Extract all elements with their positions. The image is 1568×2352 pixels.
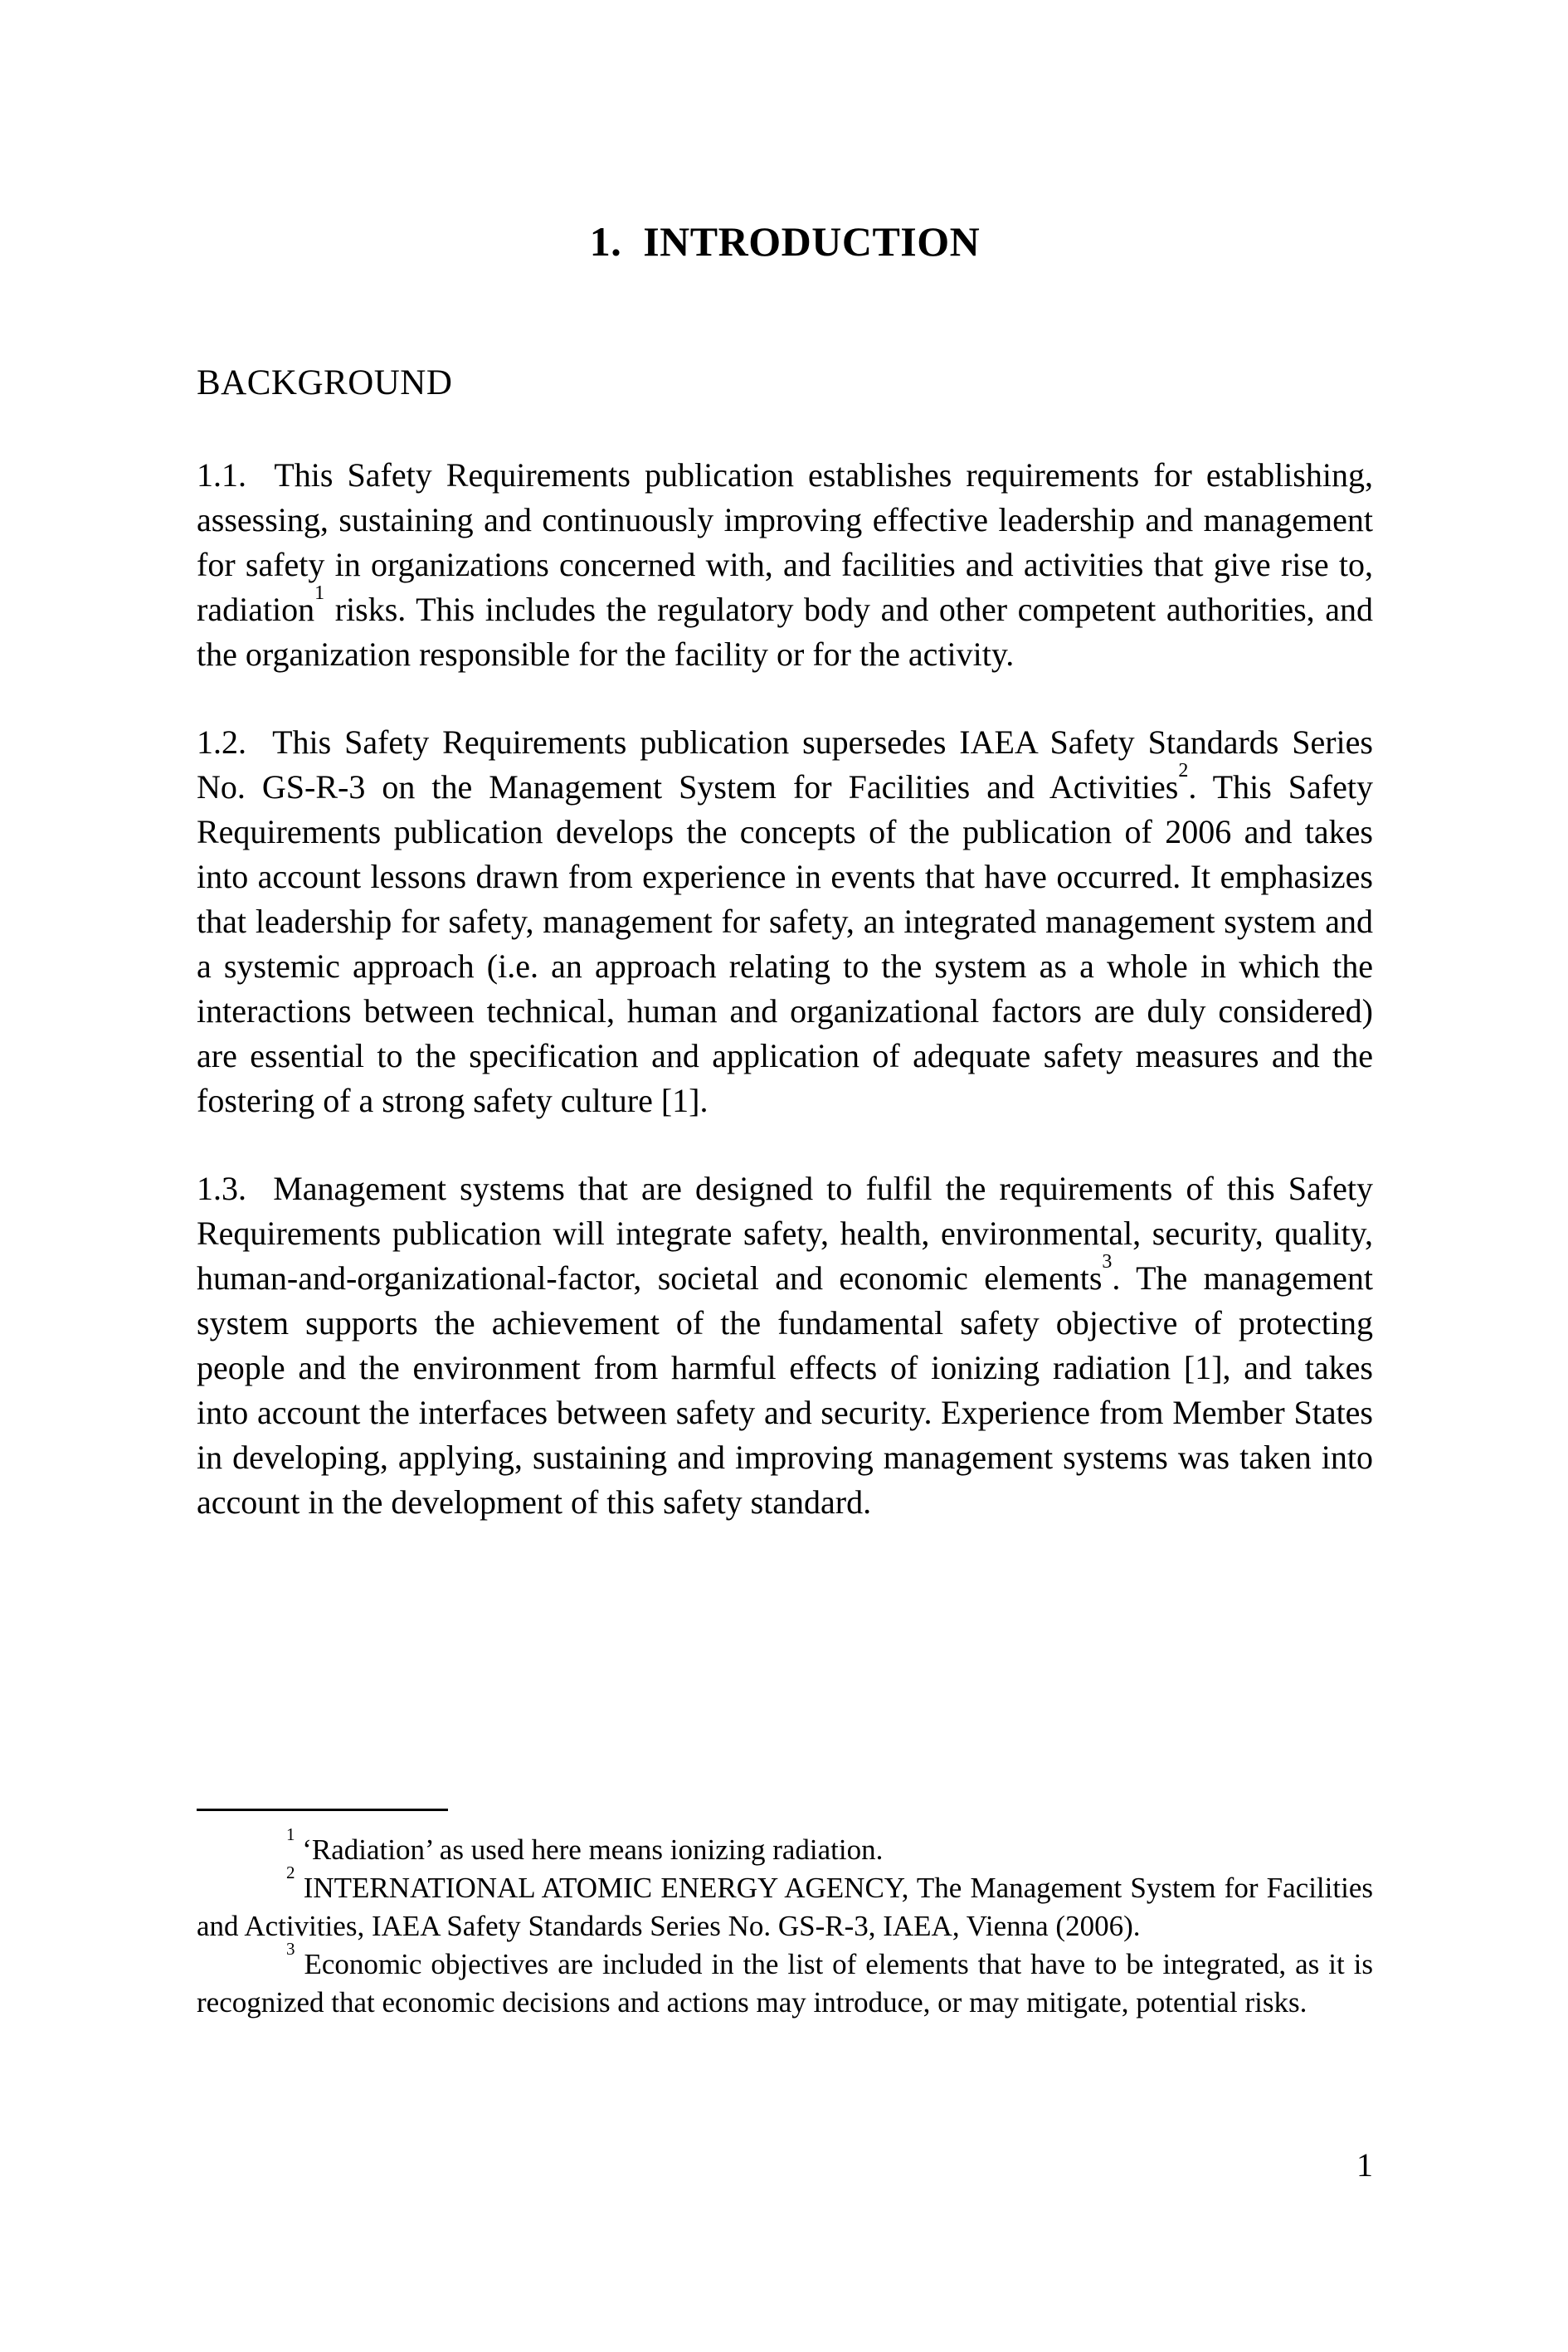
footnote-divider: [197, 1809, 448, 1811]
paragraph-1-1: 1.1. This Safety Requirements publication establishes requirements for establishing, assessing, sustaining and continuously improving effective leadership and management for safety in organizations concerned with, and facilities and activities that give rise to, radiation$^1$ risks. This includes the regulatory body and other competent authorities, and the organization responsible for the facility or for the activity.: [197, 456, 1373, 673]
footnote-marker: 1: [314, 582, 325, 604]
paragraph-1-3: 1.3. Management systems that are designed to fulfil the requirements of this Safety Requirements publication will integrate safety, health, environmental, security, quality, human-and-organizational-factor, societal and economic elements$^3$. The management system supports the achievement of the fundamental safety objective of protecting people and the environment from harmful effects of ionizing radiation [1], and takes into account the interfaces between safety and security. Experience from Member States in developing, applying, sustaining and improving management systems was taken into account in the development of this safety standard.: [197, 1170, 1374, 1521]
footnote-2: $^2$ INTERNATIONAL ATOMIC ENERGY AGENCY, The Management System for Facilities and Activities, IAEA Safety Standards Series No. GS-R-3, IAEA, Vienna (2006).: [197, 1862, 1373, 1942]
body-text: [197, 453, 1373, 1568]
footnote-marker: 2: [1178, 759, 1189, 782]
paragraph-1-2: 1.2. This Safety Requirements publication supersedes IAEA Safety Standards Series No. GS-R-3 on the Management System for Facilities and Activities$^2$. This Safety Requirements publication develops the concepts of the publication of 2006 and takes into account lessons drawn from experience in events that have occurred. It emphasizes that leadership for safety, management for safety, an integrated management system and a systemic approach (i.e. an approach relating to the system as a whole in which the interactions between technical, human and organizational factors are duly considered) are essential to the specification and application of adequate safety measures and the fostering of a strong safety culture [1].: [197, 723, 1373, 1119]
page-title: 1. INTRODUCTION: [589, 218, 981, 265]
footnote-1: $^1$ ‘Radiation’ as used here means ionizing radiation.: [286, 1824, 884, 1866]
background-heading: BACKGROUND: [197, 363, 453, 402]
page-number: 1: [1356, 2146, 1373, 2184]
footnotes-section: [197, 1809, 1373, 2022]
footnote-marker: 2: [286, 1862, 295, 1882]
footnote-marker: 1: [286, 1824, 295, 1844]
footnote-3: $^3$ Economic objectives are included in the list of elements that have to be integrated, as it is recognized that economic decisions and actions may introduce, or may mitigate, potential risks.: [197, 1938, 1373, 2018]
footnote-marker: 3: [1102, 1250, 1113, 1273]
footnote-marker: 3: [286, 1938, 295, 1959]
